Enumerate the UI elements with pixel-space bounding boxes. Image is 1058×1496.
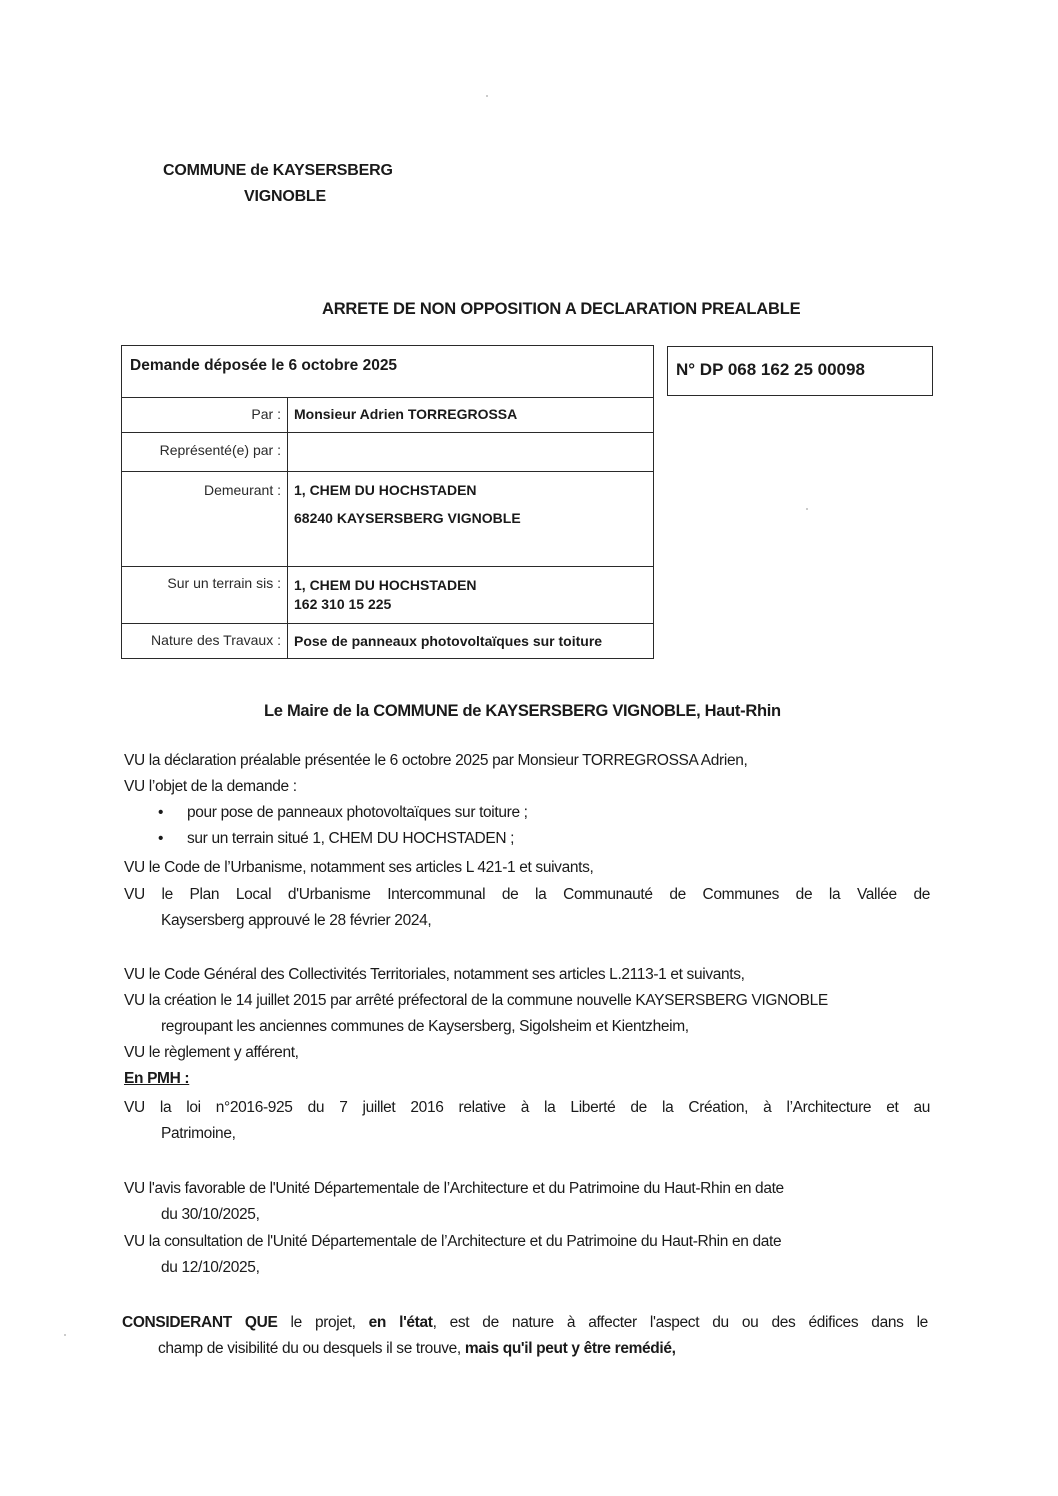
- works-label: Nature des Travaux :: [122, 624, 288, 659]
- bullet-icon: •: [158, 804, 164, 821]
- applicant-label: Par :: [122, 398, 288, 433]
- vu-objet: VU l’objet de la demande :: [124, 778, 297, 795]
- applicant-value: Monsieur Adrien TORREGROSSA: [288, 398, 654, 433]
- vu-consultation-line1: VU la consultation de l'Unité Départementale de l’Architecture et du Patrimoine du Haut-Rhin en date: [124, 1233, 782, 1250]
- vu-code-urbanisme: VU le Code de l’Urbanisme, notamment ses articles L 421-1 et suivants,: [124, 859, 594, 876]
- scan-speck: [64, 1334, 66, 1336]
- considerant-emphasis: mais qu'il peut y être remédié,: [464, 1340, 676, 1357]
- vu-avis-line1: VU l'avis favorable de l'Unité Départementale de l’Architecture et du Patrimoine du Haut-Rhin en date: [124, 1180, 784, 1197]
- request-details-table: [121, 345, 654, 659]
- representative-value: [288, 433, 654, 472]
- dp-number-box: N° DP 068 162 25 00098: [667, 346, 933, 396]
- representative-label: Représenté(e) par :: [122, 433, 288, 472]
- considerant-lead: CONSIDERANT QUE: [122, 1314, 278, 1331]
- residence-line1: 1, CHEM DU HOCHSTADEN: [294, 482, 477, 498]
- residence-value: [288, 472, 654, 567]
- considerant-emphasis: en l'état: [368, 1314, 433, 1331]
- considerant-line1: [122, 1310, 928, 1336]
- vu-loi-line1: VU la loi n°2016-925 du 7 juillet 2016 relative à la Liberté de la Création, à l’Architecture et au: [124, 1099, 930, 1116]
- vu-consultation-line2: du 12/10/2025,: [161, 1259, 260, 1276]
- residence-line2: 68240 KAYSERSBERG VIGNOBLE: [294, 510, 521, 526]
- bullet-icon: •: [158, 830, 164, 847]
- considerant-text: champ de visibilité du ou desquels il se trouve,: [158, 1340, 465, 1357]
- document-title: ARRETE DE NON OPPOSITION A DECLARATION PREALABLE: [322, 300, 801, 318]
- vu-plui-line1: VU le Plan Local d'Urbanisme Intercommunal de la Communauté de Communes de la Vallée de: [124, 886, 930, 903]
- scan-speck: [486, 95, 488, 97]
- vu-cgct: VU le Code Général des Collectivités Territoriales, notamment ses articles L.2113-1 et suivants,: [124, 966, 745, 983]
- considerant-text: le projet,: [277, 1314, 369, 1331]
- site-parcel: 162 310 15 225: [294, 596, 392, 612]
- filed-date-heading: Demande déposée le 6 octobre 2025: [122, 346, 654, 398]
- commune-name-line2: VIGNOBLE: [244, 188, 326, 205]
- vu-declaration: VU la déclaration préalable présentée le 6 octobre 2025 par Monsieur TORREGROSSA Adrien,: [124, 752, 748, 769]
- scan-speck: [806, 508, 808, 510]
- vu-plui-line2: Kaysersberg approuvé le 28 février 2024,: [161, 912, 432, 929]
- bullet-item: pour pose de panneaux photovoltaïques sur toiture ;: [187, 804, 528, 821]
- commune-name-line1: COMMUNE de KAYSERSBERG: [163, 162, 393, 179]
- site-label: Sur un terrain sis :: [122, 567, 288, 624]
- works-value: Pose de panneaux photovoltaïques sur toiture: [288, 624, 654, 659]
- vu-loi-line2: Patrimoine,: [161, 1125, 236, 1142]
- considerant-line2: [158, 1336, 676, 1362]
- vu-creation-line1: VU la création le 14 juillet 2015 par arrêté préfectoral de la commune nouvelle KAYSERSBERG VIGNOBLE: [124, 992, 828, 1009]
- site-line1: 1, CHEM DU HOCHSTADEN: [294, 577, 477, 593]
- bullet-item: sur un terrain situé 1, CHEM DU HOCHSTADEN ;: [187, 830, 515, 847]
- site-value: [288, 567, 654, 624]
- considerant-text: , est de nature à affecter l'aspect du ou des édifices dans le: [432, 1314, 928, 1331]
- vu-reglement: VU le règlement y afférent,: [124, 1044, 299, 1061]
- vu-avis-line2: du 30/10/2025,: [161, 1206, 260, 1223]
- vu-creation-line2: regroupant les anciennes communes de Kaysersberg, Sigolsheim et Kientzheim,: [161, 1018, 689, 1035]
- pmh-heading: En PMH :: [124, 1070, 190, 1087]
- mayor-heading: Le Maire de la COMMUNE de KAYSERSBERG VIGNOBLE, Haut-Rhin: [264, 702, 781, 720]
- residence-label: Demeurant :: [122, 472, 288, 567]
